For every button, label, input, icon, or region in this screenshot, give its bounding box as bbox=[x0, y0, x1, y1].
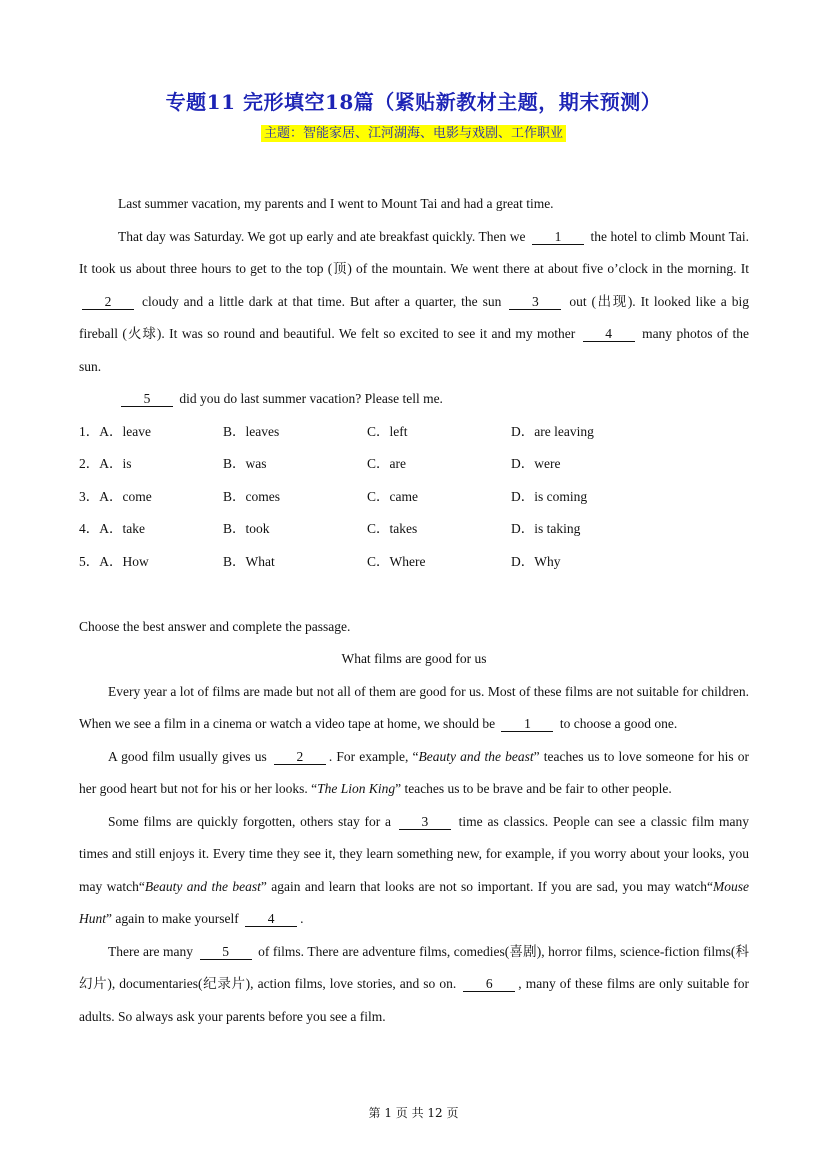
passage-2 bbox=[79, 676, 749, 1034]
paragraph bbox=[79, 936, 749, 1034]
option: 1．A．leave bbox=[79, 423, 151, 439]
film-title: Mouse Hunt bbox=[79, 878, 749, 926]
text: the hotel to climb Mount Tai. It took us about three hours to get to the top (顶) of the mountain. We went there at about five o’clock in the morning. It bbox=[79, 228, 750, 276]
page-number: 第 1 页 共 12 页 bbox=[368, 1106, 459, 1120]
option: C．came bbox=[367, 488, 418, 504]
option: C．are bbox=[367, 456, 406, 471]
option: B．leaves bbox=[223, 423, 280, 439]
document-title: 专题11 完形填空18篇（紧贴新教材主题，期末预测） bbox=[165, 90, 662, 114]
paragraph bbox=[79, 741, 749, 806]
text: That day was Saturday. We got up early and ate breakfast quickly. Then we bbox=[118, 228, 529, 244]
text: cloudy and a little dark at that time. But after a quarter, the sun bbox=[137, 293, 507, 309]
option: D．is taking bbox=[511, 521, 581, 536]
text: ” again to make yourself bbox=[106, 911, 243, 926]
paragraph bbox=[79, 383, 749, 416]
option: C．left bbox=[367, 423, 408, 439]
option: D．were bbox=[511, 456, 561, 471]
text: to choose a good one. bbox=[556, 716, 678, 731]
answer-blank: 6 bbox=[463, 977, 515, 992]
paragraph bbox=[79, 188, 749, 221]
text: Every year a lot of films are made but not all of them are good for us. Most of these films are not suitable for children. When we see a film in a cinema or watch a video tape at home, we should be bbox=[79, 683, 749, 731]
text: of films. There are adventure films, comedies(喜剧), horror films, science-fiction films(科幻片), documentaries(纪录片), action films, love stories, and so on. bbox=[79, 943, 749, 991]
question-options bbox=[79, 481, 749, 514]
answer-blank: 3 bbox=[399, 815, 451, 830]
topic-subtitle: 主题：智能家居、江河湖海、电影与戏剧、工作职业 bbox=[261, 125, 566, 142]
answer-blank: 2 bbox=[274, 750, 326, 765]
option: 3．A．come bbox=[79, 488, 152, 504]
passage-title: What films are good for us bbox=[341, 651, 487, 666]
option: D．Why bbox=[511, 553, 561, 569]
option: 2．A．is bbox=[79, 456, 132, 471]
text: out (出现). It looked like a big fireball (火球). It was so round and beautiful. We felt so excited to see it and my mother bbox=[79, 293, 749, 341]
option: D．is coming bbox=[511, 488, 588, 504]
paragraph bbox=[79, 806, 749, 936]
option: D．are leaving bbox=[511, 423, 594, 439]
question-options bbox=[79, 513, 749, 546]
passage-1-options bbox=[79, 416, 749, 579]
answer-blank: 3 bbox=[509, 295, 561, 310]
text: did you do last summer vacation? Please tell me. bbox=[176, 391, 443, 406]
answer-blank: 1 bbox=[532, 230, 584, 245]
text: ” teaches us to be brave and be fair to other people. bbox=[395, 781, 672, 796]
film-title: Beauty and the beast bbox=[418, 748, 534, 764]
answer-blank: 1 bbox=[501, 717, 553, 732]
option: 5．A．How bbox=[79, 553, 149, 569]
text: There are many bbox=[108, 943, 197, 959]
option: B．took bbox=[223, 521, 270, 536]
answer-blank: 4 bbox=[583, 327, 635, 342]
question-options bbox=[79, 448, 749, 481]
question-options bbox=[79, 416, 749, 449]
answer-blank: 5 bbox=[200, 945, 252, 960]
film-title: The Lion King bbox=[317, 781, 396, 796]
paragraph bbox=[79, 676, 749, 741]
paragraph bbox=[79, 221, 749, 384]
text: , many of these films are only suitable for adults. So always ask your parents before you see a film. bbox=[79, 976, 749, 1024]
instruction: Choose the best answer and complete the passage. bbox=[79, 618, 351, 634]
question-options bbox=[79, 546, 749, 579]
text: . For example, “ bbox=[328, 748, 419, 764]
text: many photos of the sun. bbox=[79, 326, 749, 374]
text: Some films are quickly forgotten, others stay for a bbox=[108, 813, 396, 829]
option: B．was bbox=[223, 456, 267, 471]
film-title: Beauty and the beast bbox=[144, 878, 261, 894]
option: C．Where bbox=[367, 553, 426, 569]
answer-blank: 4 bbox=[245, 912, 297, 927]
passage-1 bbox=[79, 188, 749, 416]
text: . bbox=[300, 911, 304, 926]
text: A good film usually gives us bbox=[108, 748, 271, 764]
text: ” teaches us to love someone for his or her good heart but not for his or her looks. “ bbox=[79, 748, 749, 796]
answer-blank: 2 bbox=[82, 295, 134, 310]
answer-blank: 5 bbox=[121, 392, 173, 407]
option: 4．A．take bbox=[79, 521, 145, 536]
option: C．takes bbox=[367, 521, 418, 536]
text: ” again and learn that looks are not so important. If you are sad, you may watch“ bbox=[260, 878, 713, 894]
option: B．comes bbox=[223, 488, 280, 504]
text: time as classics. People can see a classic film many times and still enjoys it. Every time they see it, they learn something new, for example, if you worry about your looks, you may watch“ bbox=[79, 813, 749, 894]
text: Last summer vacation, my parents and I went to Mount Tai and had a great time. bbox=[118, 196, 554, 211]
option: B．What bbox=[223, 553, 275, 569]
document-body bbox=[79, 188, 749, 1033]
